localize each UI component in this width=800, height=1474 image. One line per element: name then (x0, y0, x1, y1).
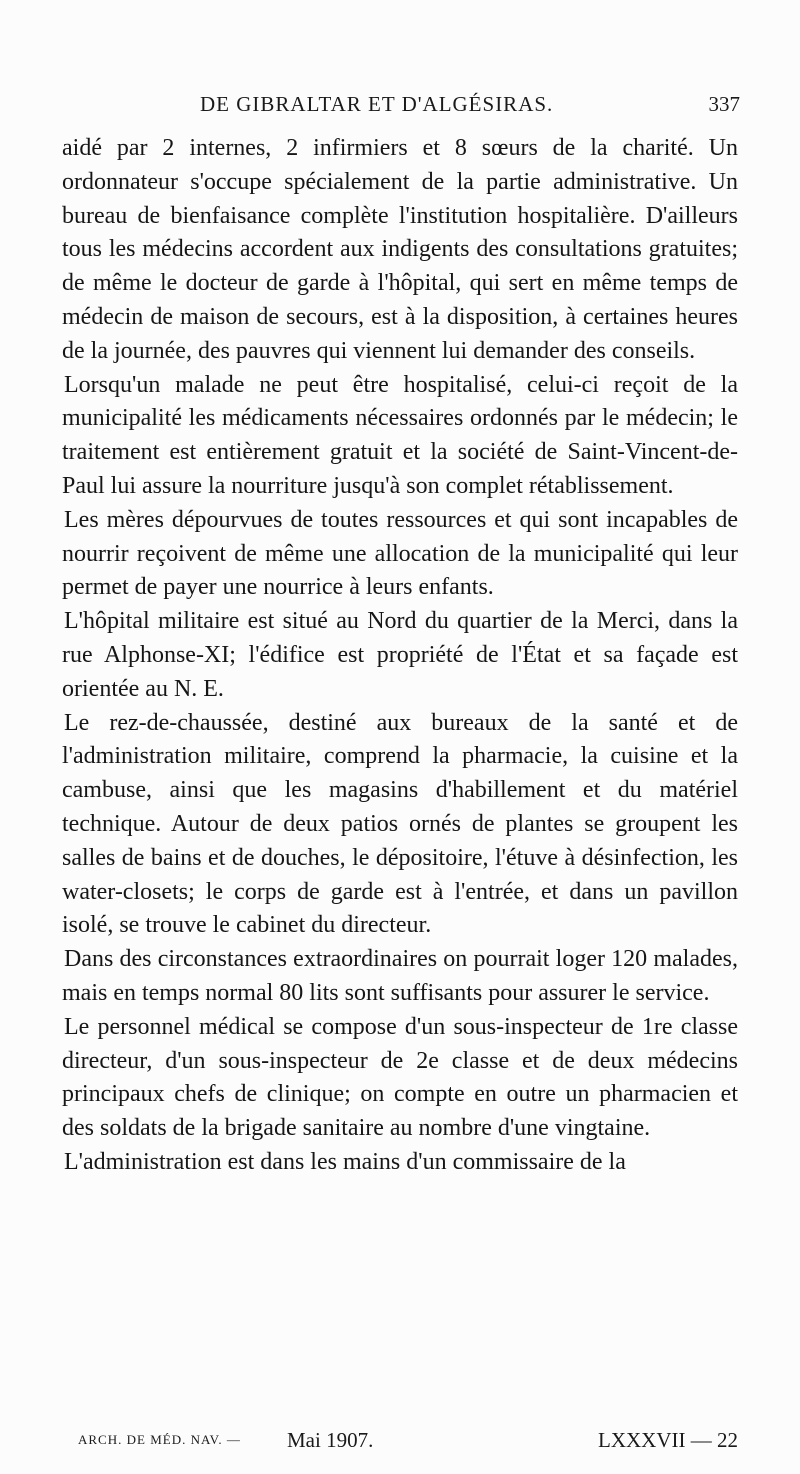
paragraph-1: aidé par 2 internes, 2 infirmiers et 8 sœurs de la charité. Un ordonnateur s'occupe spécialement de la partie administrative. Un bureau de bienfaisance complète l'institution hospitalière. D'ailleurs tous les médecins accordent aux indigents des consultations gratuites; de même le docteur de garde à l'hôpital, qui sert en même temps de médecin de maison de secours, est à la disposition, à certaines heures de la journée, des pauvres qui viennent lui demander des conseils. (62, 135, 738, 364)
page-header (60, 92, 740, 120)
paragraph-7: Le personnel médical se compose d'un sous-inspecteur de 1re classe directeur, d'un sous-inspecteur de 2e classe et de deux médecins principaux chefs de clinique; on compte en outre un pharmacien et des soldats de la brigade sanitaire au nombre d'une vingtaine. (62, 1013, 738, 1142)
footer-signature: LXXXVII — 22 (598, 1428, 738, 1452)
footer-date: Mai 1907. (287, 1428, 374, 1452)
body-text (62, 132, 738, 1180)
paragraph-3: Les mères dépourvues de toutes ressources et qui sont incapables de nourrir reçoivent de même une allocation de la municipalité qui leur permet de payer une nourrice à leurs enfants. (62, 506, 738, 601)
paragraph-4: L'hôpital militaire est situé au Nord du quartier de la Merci, dans la rue Alphonse-XI; l'édifice est propriété de l'État et sa façade est orientée au N. E. (62, 608, 738, 702)
paragraph-6: Dans des circonstances extraordinaires on pourrait loger 120 malades, mais en temps normal 80 lits sont suffisants pour assurer le service. (62, 946, 738, 1006)
paragraph-5: Le rez-de-chaussée, destiné aux bureaux de la santé et de l'administration militaire, comprend la pharmacie, la cuisine et la cambuse, ainsi que les magasins d'habillement et du matériel technique. Autour de deux patios ornés de plantes se groupent les salles de bains et de douches, le dépositoire, l'étuve à désinfection, les water-closets; le corps de garde est à l'entrée, et dans un pavillon isolé, se trouve le cabinet du directeur. (62, 709, 738, 939)
page-number: 337 (708, 92, 740, 116)
footer-journal: ARCH. DE MÉD. NAV. — (78, 1432, 241, 1447)
running-head: DE GIBRALTAR ET D'ALGÉSIRAS. (200, 92, 554, 116)
paragraph-2: Lorsqu'un malade ne peut être hospitalisé, celui-ci reçoit de la municipalité les médicaments nécessaires ordonnés par le médecin; le traitement est entièrement gratuit et la société de Saint-Vincent-de-Paul lui assure la nourriture jusqu'à son complet rétablissement. (62, 371, 738, 499)
paragraph-8: L'administration est dans les mains d'un commissaire de la (64, 1148, 626, 1175)
page-footer (62, 1428, 738, 1456)
